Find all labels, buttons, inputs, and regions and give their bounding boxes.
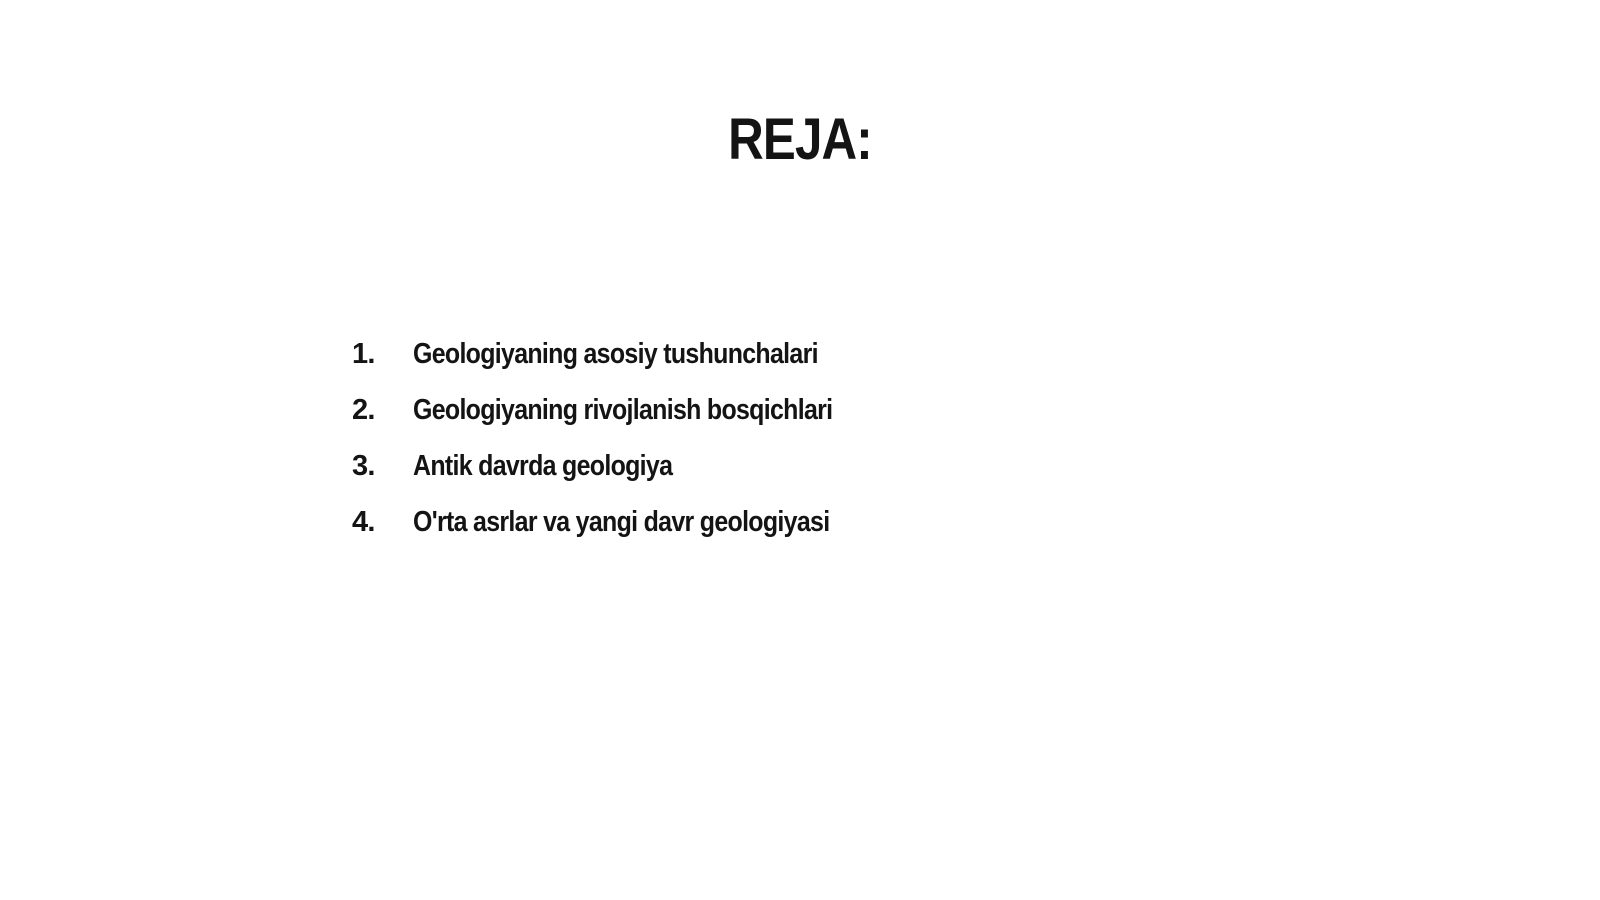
plan-list: [352, 326, 901, 550]
list-item-number: 1.: [352, 337, 375, 370]
list-item-text: Geologiyaning rivojlanish bosqichlari: [413, 393, 833, 426]
list-item-number: 4.: [352, 505, 375, 538]
list-item-number: 3.: [352, 449, 375, 482]
list-item-text: Geologiyaning asosiy tushunchalari: [413, 337, 818, 370]
list-item-text: O'rta asrlar va yangi davr geologiyasi: [413, 505, 830, 538]
list-item-number: 2.: [352, 393, 375, 426]
list-item: [352, 382, 901, 438]
list-item: [352, 494, 901, 550]
slide-title: REJA:: [728, 107, 872, 172]
list-item: [352, 326, 901, 382]
list-item-text: Antik davrda geologiya: [413, 449, 673, 482]
list-item: [352, 438, 901, 494]
